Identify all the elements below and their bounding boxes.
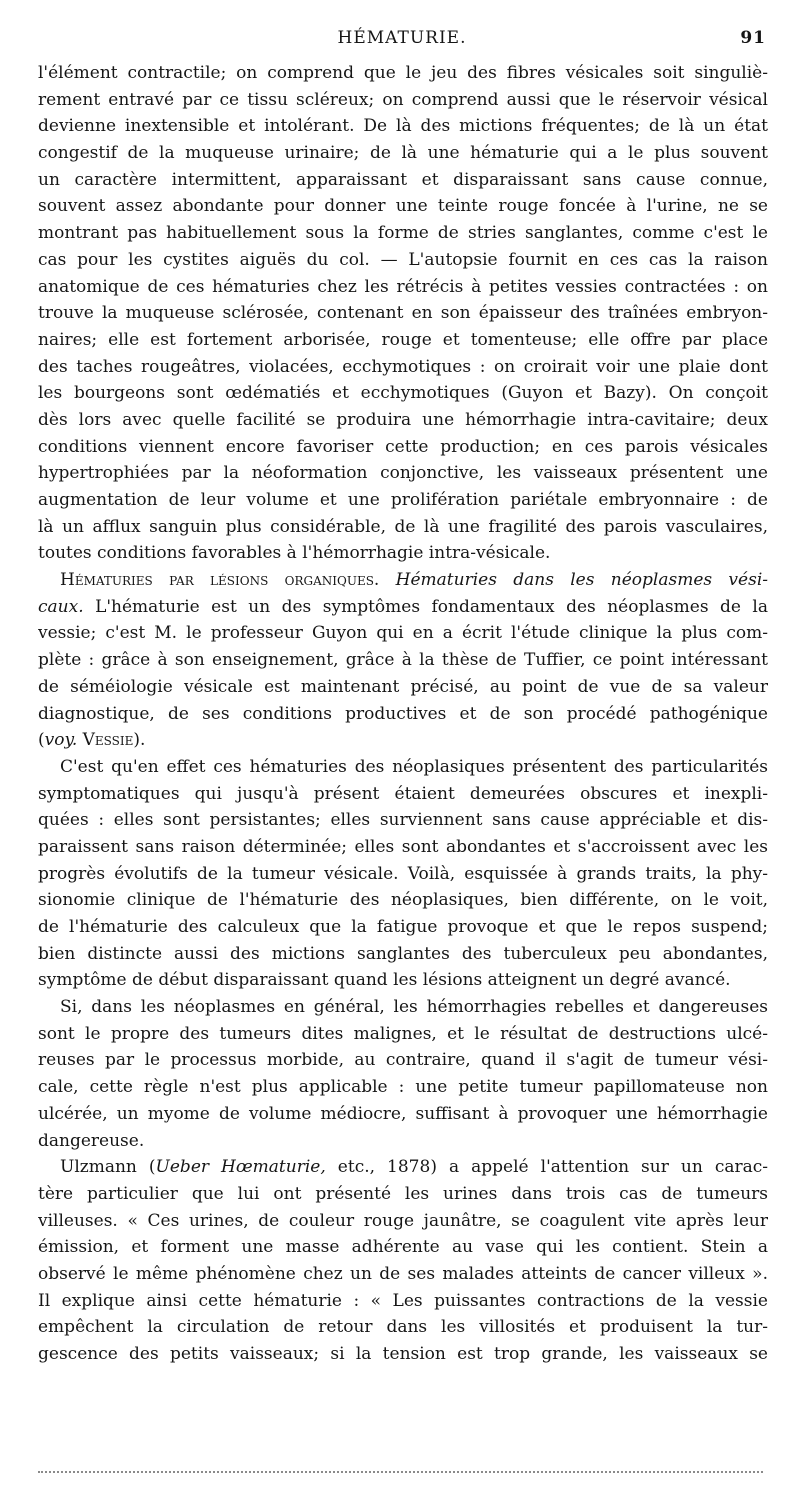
text-line: toutes conditions favorables à l'hémorrhagie intra-vésicale. — [38, 543, 551, 564]
text-line: observé le même phénomène chez un de ses malades atteints de cancer villeux ». — [38, 1263, 768, 1284]
text-line: Si, dans les néoplasmes en général, les hémorrhagies rebelles et dangereuses — [60, 997, 768, 1018]
text-line: sont le propre des tumeurs dites malignes, et le résultat de destructions ulcé- — [38, 1023, 768, 1044]
paren-close: ). — [133, 730, 146, 751]
text-line: symptôme de début disparaissant quand les lésions atteignent un degré avancé. — [38, 970, 731, 991]
text-line: des taches rougeâtres, violacées, ecchymotiques : on croirait voir une plaie dont — [38, 356, 768, 377]
cited-work-title: Ueber Hœmaturie, — [155, 1157, 326, 1178]
text-line: Il explique ainsi cette hématurie : « Les puissantes contractions de la vessie — [38, 1290, 768, 1311]
text-line: ulcérée, un myome de volume médiocre, suffisant à provoquer une hémorrhagie — [38, 1103, 768, 1124]
text-span: etc., 1878) a appelé l'attention sur un carac- — [337, 1157, 768, 1178]
text-span: L'hématurie est un des symptômes fondamentaux des néoplasmes de la — [95, 596, 768, 617]
text-line: paraissent sans raison déterminée; elles sont abondantes et s'accroissent avec les — [38, 836, 768, 857]
text-line: diagnostique, de ses conditions productives et de son procédé pathogénique — [38, 703, 768, 724]
page-number: 91 — [740, 28, 766, 48]
text-line: trouve la muqueuse sclérosée, contenant en son épaisseur des traînées embryon- — [38, 303, 768, 324]
running-title: HÉMATURIE. — [337, 28, 467, 48]
cross-reference-target: Vessie — [82, 730, 134, 751]
text-line — [38, 1154, 768, 1181]
text-line — [38, 727, 768, 754]
text-line: symptomatiques qui jusqu'à présent étaient demeurées obscures et inexpli- — [38, 783, 768, 804]
text-line: souvent assez abondante pour donner une teinte rouge foncée à l'urine, ne se — [38, 196, 768, 217]
text-line: vessie; c'est M. le professeur Guyon qui en a écrit l'étude clinique la plus com- — [38, 623, 768, 644]
body-text — [38, 60, 768, 1368]
text-line: gescence des petits vaisseaux; si la tension est trop grande, les vaisseaux se — [38, 1344, 768, 1364]
text-line: devienne inextensible et intolérant. De là des mictions fréquentes; de là un état — [38, 116, 768, 137]
text-line: empêchent la circulation de retour dans les villosités et produisent la tur- — [38, 1317, 768, 1338]
text-line: hypertrophiées par la néoformation conjonctive, les vaisseaux présentent une — [38, 463, 768, 484]
text-line: bien distincte aussi des mictions sanglantes des tuberculeux peu abondantes, — [38, 943, 768, 964]
text-line: naires; elle est fortement arborisée, rouge et tomenteuse; elle offre par place — [38, 329, 768, 350]
text-line: là un afflux sanguin plus considérable, de là une fragilité des parois vasculaires, — [38, 516, 768, 537]
text-line: de séméiologie vésicale est maintenant précisé, au point de vue de sa valeur — [38, 676, 768, 697]
text-line: montrant pas habituellement sous la forme de stries sanglantes, comme c'est le — [38, 223, 768, 244]
footer-divider — [38, 1471, 763, 1473]
text-line: conditions viennent encore favoriser cette production; en ces parois vésicales — [38, 436, 768, 457]
text-line: C'est qu'en effet ces hématuries des néoplasiques présentent des particularités — [60, 756, 768, 777]
text-line: tère particulier que lui ont présenté les urines dans trois cas de tumeurs — [38, 1183, 768, 1204]
text-line: sionomie clinique de l'hématurie des néoplasiques, bien différente, on le voit, — [38, 890, 768, 911]
text-line: augmentation de leur volume et une prolifération pariétale embryonnaire : de — [38, 490, 768, 510]
paren-open: ( — [38, 730, 45, 751]
text-line: progrès évolutifs de la tumeur vésicale. Voilà, esquissée à grands traits, la phy- — [38, 863, 768, 884]
text-line: villeuses. « Ces urines, de couleur rouge jaunâtre, se coagulent vite après leur — [38, 1210, 768, 1231]
text-line: émission, et forment une masse adhérente au vase qui les contient. Stein a — [38, 1237, 768, 1258]
text-line: de l'hématurie des calculeux que la fatigue provoque et que le repos suspend; — [38, 917, 768, 937]
text-line: cas pour les cystites aiguës du col. — L'autopsie fournit en ces cas la raison — [38, 249, 768, 270]
cross-reference-label: voy. — [44, 730, 78, 751]
text-line: rement entravé par ce tissu scléreux; on comprend aussi que le réservoir vésical — [38, 89, 768, 110]
text-line: cale, cette règle n'est plus applicable : une petite tumeur papillomateuse non — [38, 1077, 768, 1098]
text-span: Ulzmann ( — [60, 1157, 156, 1178]
text-line: anatomique de ces hématuries chez les rétrécis à petites vessies contractées : on — [38, 276, 768, 297]
section-heading: Hématuries par lésions organiques. — [60, 570, 380, 591]
running-header — [38, 28, 766, 54]
text-line — [38, 594, 768, 621]
subheading-continuation: caux. — [38, 596, 84, 617]
text-line: dangereuse. — [38, 1130, 145, 1151]
text-line: quées : elles sont persistantes; elles surviennent sans cause appréciable et dis- — [38, 810, 768, 831]
text-line: reuses par le processus morbide, au contraire, quand il s'agit de tumeur vési- — [38, 1050, 768, 1071]
text-line: un caractère intermittent, apparaissant et disparaissant sans cause connue, — [38, 169, 768, 190]
text-line: les bourgeons sont œdématiés et ecchymotiques (Guyon et Bazy). On conçoit — [38, 383, 768, 404]
section-heading-line — [38, 567, 768, 594]
text-line: plète : grâce à son enseignement, grâce à la thèse de Tuffier, ce point intéressant — [38, 650, 768, 671]
text-line: congestif de la muqueuse urinaire; de là une hématurie qui a le plus souvent — [38, 143, 768, 164]
text-line: dès lors avec quelle facilité se produira une hémorrhagie intra-cavitaire; deux — [38, 409, 768, 430]
text-line: l'élément contractile; on comprend que le jeu des fibres vésicales soit singuliè- — [38, 63, 768, 83]
section-subheading: Hématuries dans les néoplasmes vési- — [395, 570, 768, 591]
